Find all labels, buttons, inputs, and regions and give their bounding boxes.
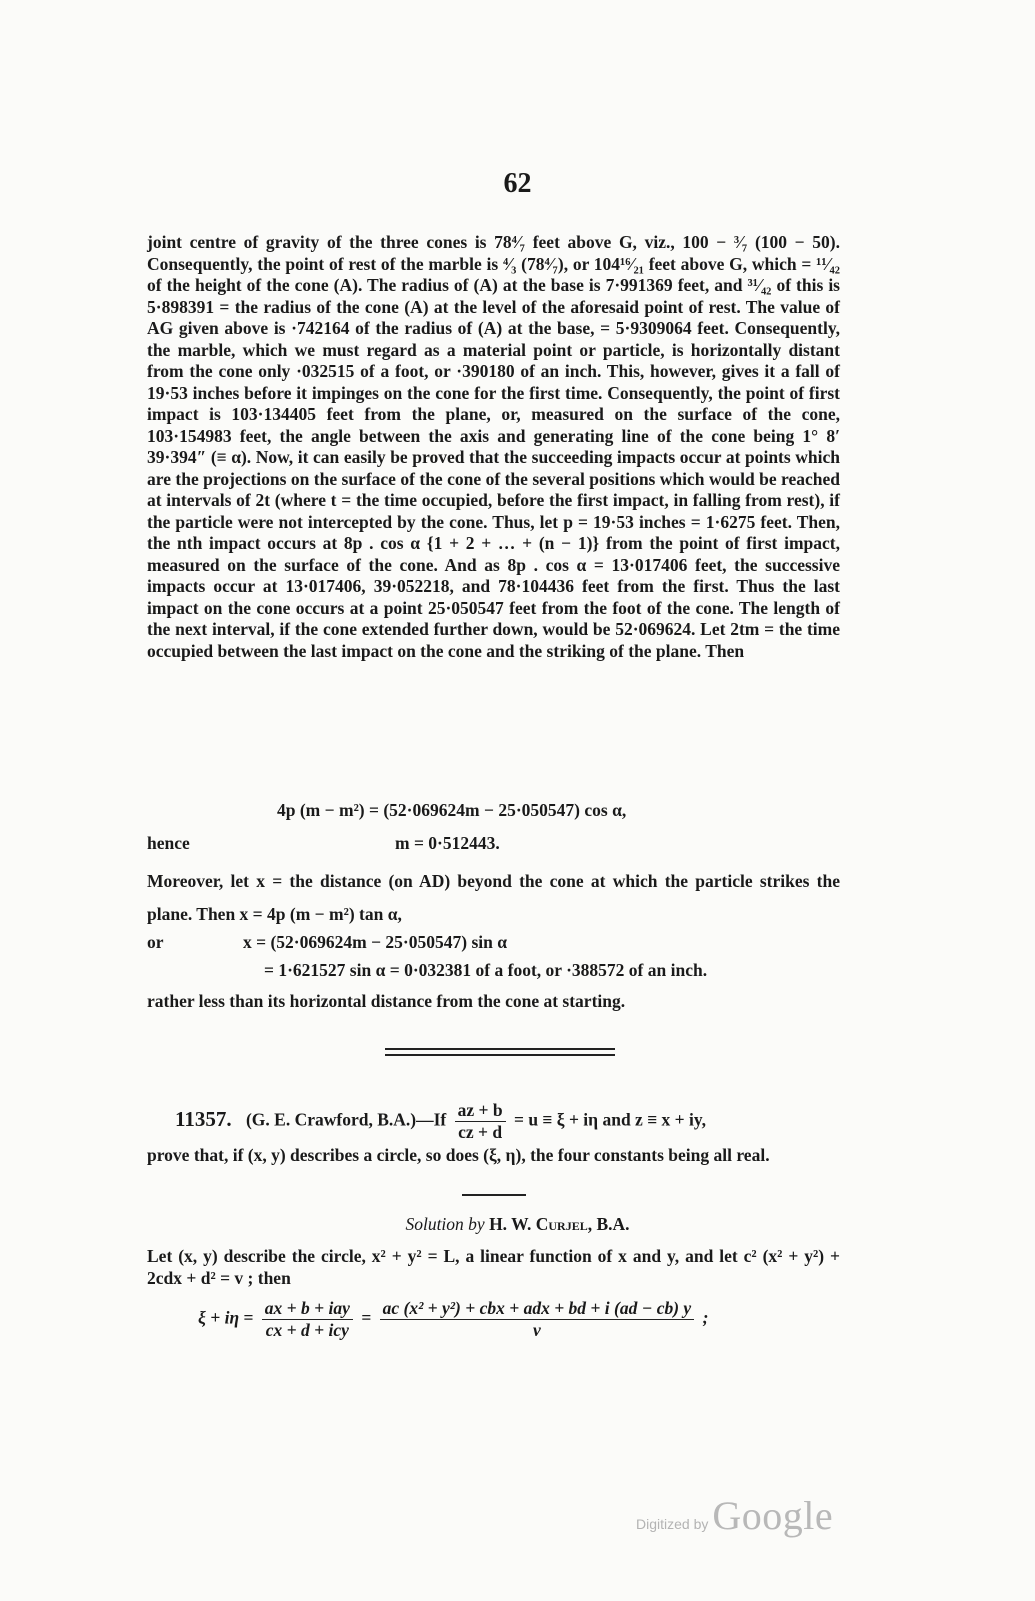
fraction-denominator: cz + d [458,1122,503,1142]
paragraph-text: joint centre of gravity of the three cones is 78⁴⁄₇ feet above G, viz., 100 − ³⁄₇ (100 − 50). Consequently, the point of rest of the marble is ⁴⁄₃ (78⁴⁄₇), or 104¹⁶⁄₂₁ feet above G, which = ¹¹⁄₄₂ of the height of the cone (A). The radius of (A) at the base is 7·991369 feet, and ³¹⁄₄₂ of this is 5·898391 = the radius of the cone (A) at the level of the aforesaid point of rest. The value of AG given above is ·742164 of the radius of (A) at the base, = 5·9309064 feet. Consequently, the marble, which we must regard as a material point or particle, is horizontally distant from the cone only ·032515 of a foot, or ·390180 of an inch. This, however, gives it a fall of 19·53 inches before it impinges on the cone for the first time. Consequently, the point of first impact is 103·134405 feet from the plane, or, measured on the surface of the cone, 103·154983 feet, the angle between the axis and generating line of the cone being 1° 8′ 39·394″ (≡ α). Now, it can easily be proved that the succeeding impacts occur at points which are the projections on the surface of the cone of the several positions which would be reached at intervals of 2t (where t = the time occupied, before the first impact, in falling from rest), if the particle were not intercepted by the cone. Thus, let p = 19·53 inches = 1·6275 feet. Then, the nth impact occurs at 8p . cos α {1 + 2 + … + (n − 1)} from the point of first impact, measured on the surface of the cone. And as 8p . cos α = 13·017406 feet, the successive impacts occur at 13·017406, 39·052218, and 78·104436 feet from the first. Thus the last impact on the cone occurs at a point 25·050547 feet from the foot of the cone. The length of the next interval, if the cone extended further down, would be 52·069624. Let 2tm = the time occupied between the last impact on the cone and the striking of the plane. Then [147,232,840,661]
equation-4: = 1·621527 sin α = 0·032381 of a foot, or ·388572 of an inch. [264,960,708,980]
final-fraction-2 [380,1298,695,1341]
moreover-paragraph [147,865,840,931]
or-label: or [147,932,164,952]
equation-1: 4p (m − m²) = (52·069624m − 25·050547) cos α, [277,800,627,820]
final-fraction-2-denominator: v [533,1320,541,1340]
page-number: 62 [503,168,532,199]
equation-3: x = (52·069624m − 25·050547) sin α [243,932,508,952]
final-equation [198,1298,708,1341]
digitized-prefix: Digitized by [636,1516,709,1532]
problem-number: 11357. [175,1106,232,1131]
section-divider-top [385,1048,615,1050]
final-lhs: ξ + iη = [198,1307,254,1328]
final-fraction-1-denominator: cx + d + icy [265,1320,349,1340]
moreover-text: Moreover, let x = the distance (on AD) beyond the cone at which the particle strikes the plane. Then x = 4p (m − m²) tan α, [147,871,840,924]
problem-fraction [455,1100,506,1143]
final-fraction-1-numerator: ax + b + iay [262,1298,353,1320]
problem-author: (G. E. Crawford, B.A.)—If [245,1109,447,1130]
solution-divider [462,1194,526,1196]
equation-2: m = 0·512443. [395,833,500,853]
conclusion-text: rather less than its horizontal distance from the cone at starting. [147,991,626,1011]
hence-label: hence [147,833,190,853]
problem-after-fraction: = u ≡ ξ + iη and z ≡ x + iy, [513,1109,707,1130]
final-equals: = [361,1307,372,1328]
solution-heading [0,1214,1035,1235]
digitized-watermark [636,1492,833,1539]
google-logo: Google [712,1493,834,1538]
fraction-numerator: az + b [455,1100,506,1122]
solution-by-label: Solution by [405,1214,485,1234]
solution-text: Let (x, y) describe the circle, x² + y² = L, a linear function of x and y, and let c² (x² + y²) + 2cdx + d² = v ; then [147,1246,840,1288]
problem-statement [175,1100,840,1143]
solver-name: H. W. Curjel, B.A. [489,1214,630,1234]
final-fraction-2-numerator: ac (x² + y²) + cbx + adx + bd + i (ad − cb) y [380,1298,695,1320]
final-fraction-1 [262,1298,353,1341]
section-divider-bottom [385,1054,615,1056]
problem-rest: prove that, if (x, y) describes a circle, so does (ξ, η), the four constants being all real. [147,1145,770,1165]
main-paragraph [147,232,840,662]
final-end: ; [702,1307,709,1328]
